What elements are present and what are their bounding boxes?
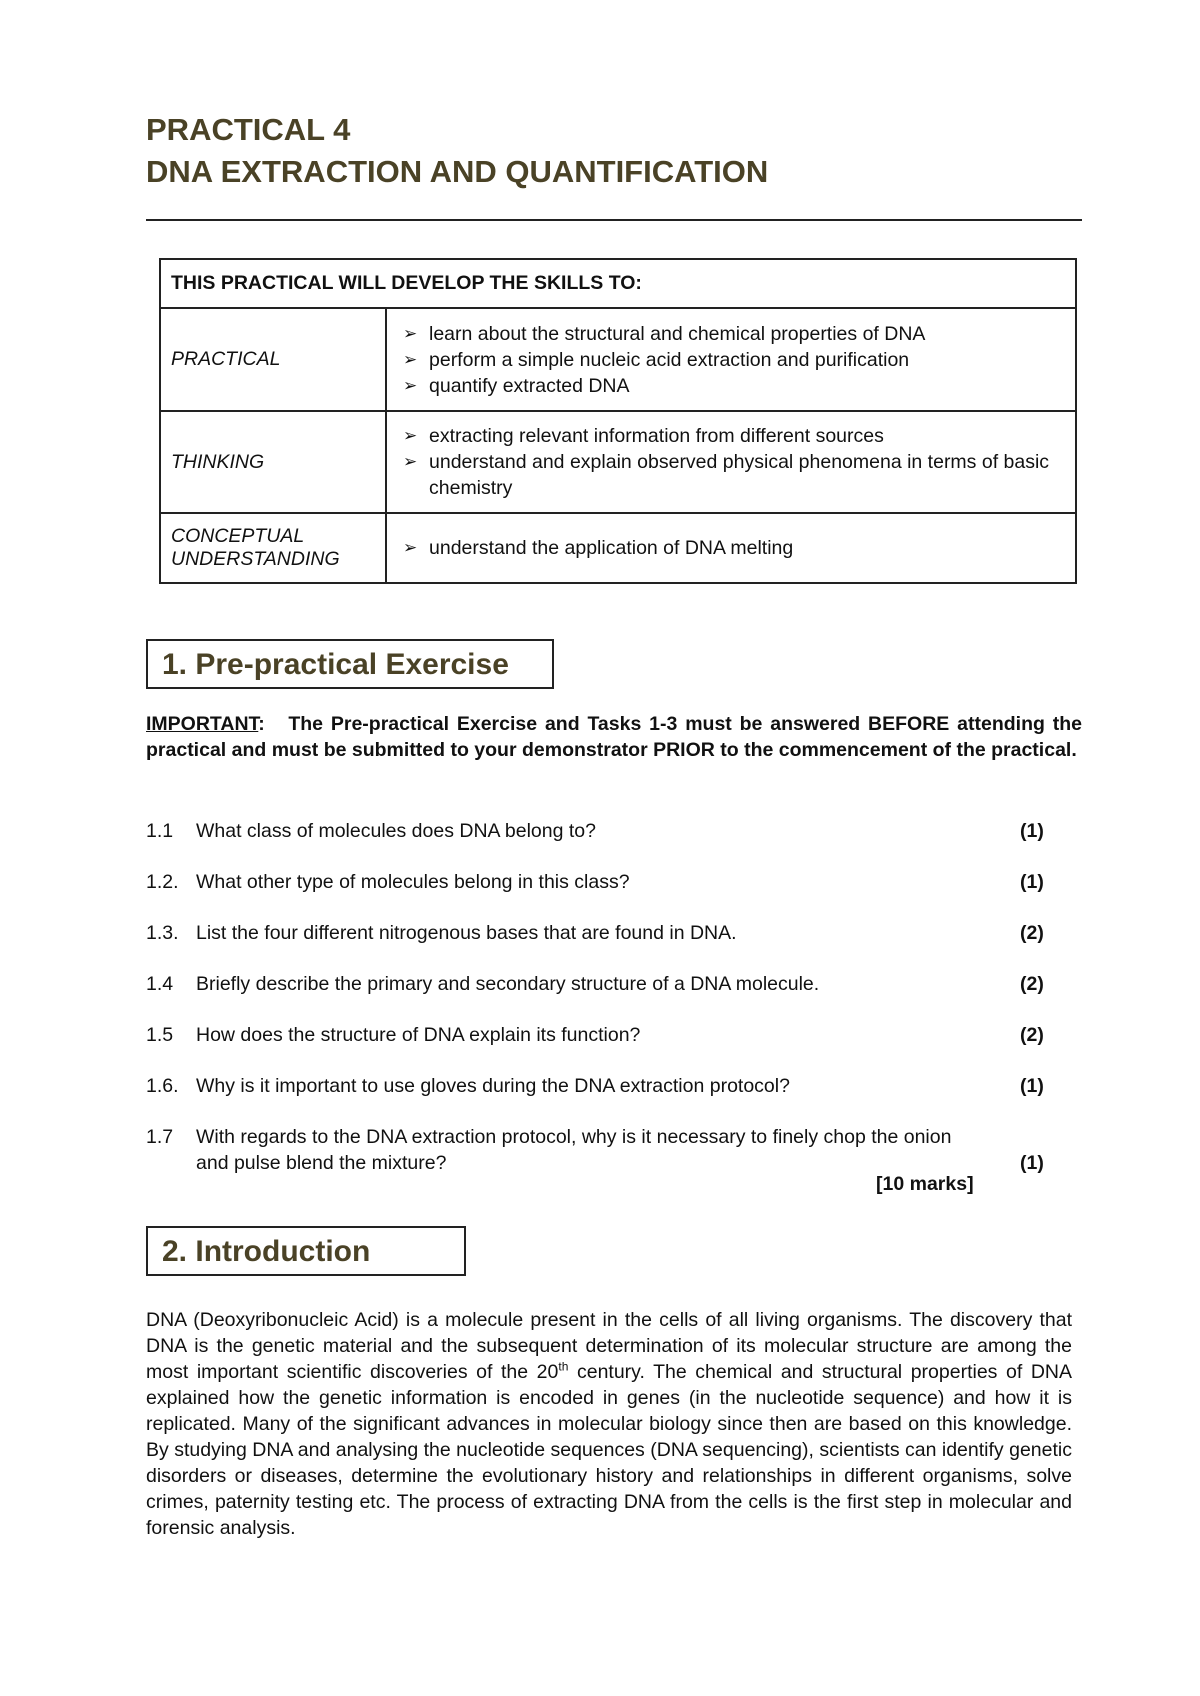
skills-category: PRACTICAL [160, 308, 386, 411]
question-marks: (2) [1020, 1024, 1044, 1046]
practical-label: PRACTICAL 4 [146, 112, 351, 147]
important-notice: IMPORTANT: The Pre-practical Exercise and Tasks 1-3 must be answered BEFORE attending the practical and must be submitted to your demonstrator PRIOR to the commencement of the practical. [146, 713, 1082, 761]
skill-item: ➢ understand and explain observed physical phenomena in terms of basic chemistry [403, 451, 1050, 499]
total-marks: [10 marks] [876, 1173, 974, 1195]
skills-category: THINKING [160, 411, 386, 513]
skills-items [386, 513, 1076, 583]
question-marks: (2) [1020, 922, 1044, 944]
skills-table-heading: THIS PRACTICAL WILL DEVELOP THE SKILLS TO: [160, 259, 1076, 308]
section-heading-pre-practical: 1. Pre-practical Exercise [146, 639, 554, 689]
skill-item: ➢ learn about the structural and chemical properties of DNA [403, 322, 926, 345]
arrow-bullet-icon: ➢ [403, 426, 418, 445]
skills-row-conceptual [160, 513, 1076, 583]
arrow-bullet-icon: ➢ [403, 349, 418, 369]
question-marks: (1) [1020, 820, 1044, 842]
skill-item: ➢ perform a simple nucleic acid extraction and purification [403, 348, 910, 371]
skills-row-practical [160, 308, 1076, 411]
arrow-bullet-icon: ➢ [403, 452, 418, 471]
question-marks: (1) [1020, 1152, 1044, 1174]
arrow-bullet-icon: ➢ [403, 538, 418, 557]
section-heading-introduction: 2. Introduction [146, 1226, 466, 1276]
arrow-bullet-icon: ➢ [403, 375, 418, 395]
skills-items [386, 411, 1076, 513]
skills-category: CONCEPTUAL UNDERSTANDING [160, 513, 386, 583]
question-marks: (2) [1020, 973, 1044, 995]
intro-paragraph: DNA (Deoxyribonucleic Acid) is a molecule present in the cells of all living organisms. The discovery that DNA is the genetic material and the subsequent determination of its molecular structure are among the most important scientific discoveries of the 20th century. The chemical and structural properties of DNA explained how the genetic information is encoded in genes (in the nucleotide sequence) and how it is replicated. Many of the significant advances in molecular biology since then are based on this knowledge. By studying DNA and analysing the nucleotide sequences (DNA sequencing), scientists can identify genetic disorders or diseases, determine the evolutionary history and relationships in different organisms, solve crimes, paternity testing etc. The process of extracting DNA from the cells is the first step in molecular and forensic analysis. [146, 1309, 1073, 1539]
skills-row-thinking [160, 411, 1076, 513]
question-marks: (1) [1020, 871, 1044, 893]
practical-title: DNA EXTRACTION AND QUANTIFICATION [146, 154, 769, 189]
skills-items [386, 308, 1076, 411]
skills-table [159, 258, 1077, 584]
arrow-bullet-icon: ➢ [403, 323, 418, 343]
title-divider [146, 219, 1082, 221]
question-marks: (1) [1020, 1075, 1044, 1097]
skill-item: ➢ understand the application of DNA melting [403, 537, 794, 559]
skill-item: ➢ extracting relevant information from different sources [403, 425, 884, 447]
skill-item: ➢ quantify extracted DNA [403, 374, 630, 397]
important-label: IMPORTANT [146, 713, 259, 735]
important-text: The Pre-practical Exercise and Tasks 1-3 must be answered BEFORE attending the practical and must be submitted to your demonstrator PRIOR to the commencement of the practical. [146, 713, 1082, 761]
